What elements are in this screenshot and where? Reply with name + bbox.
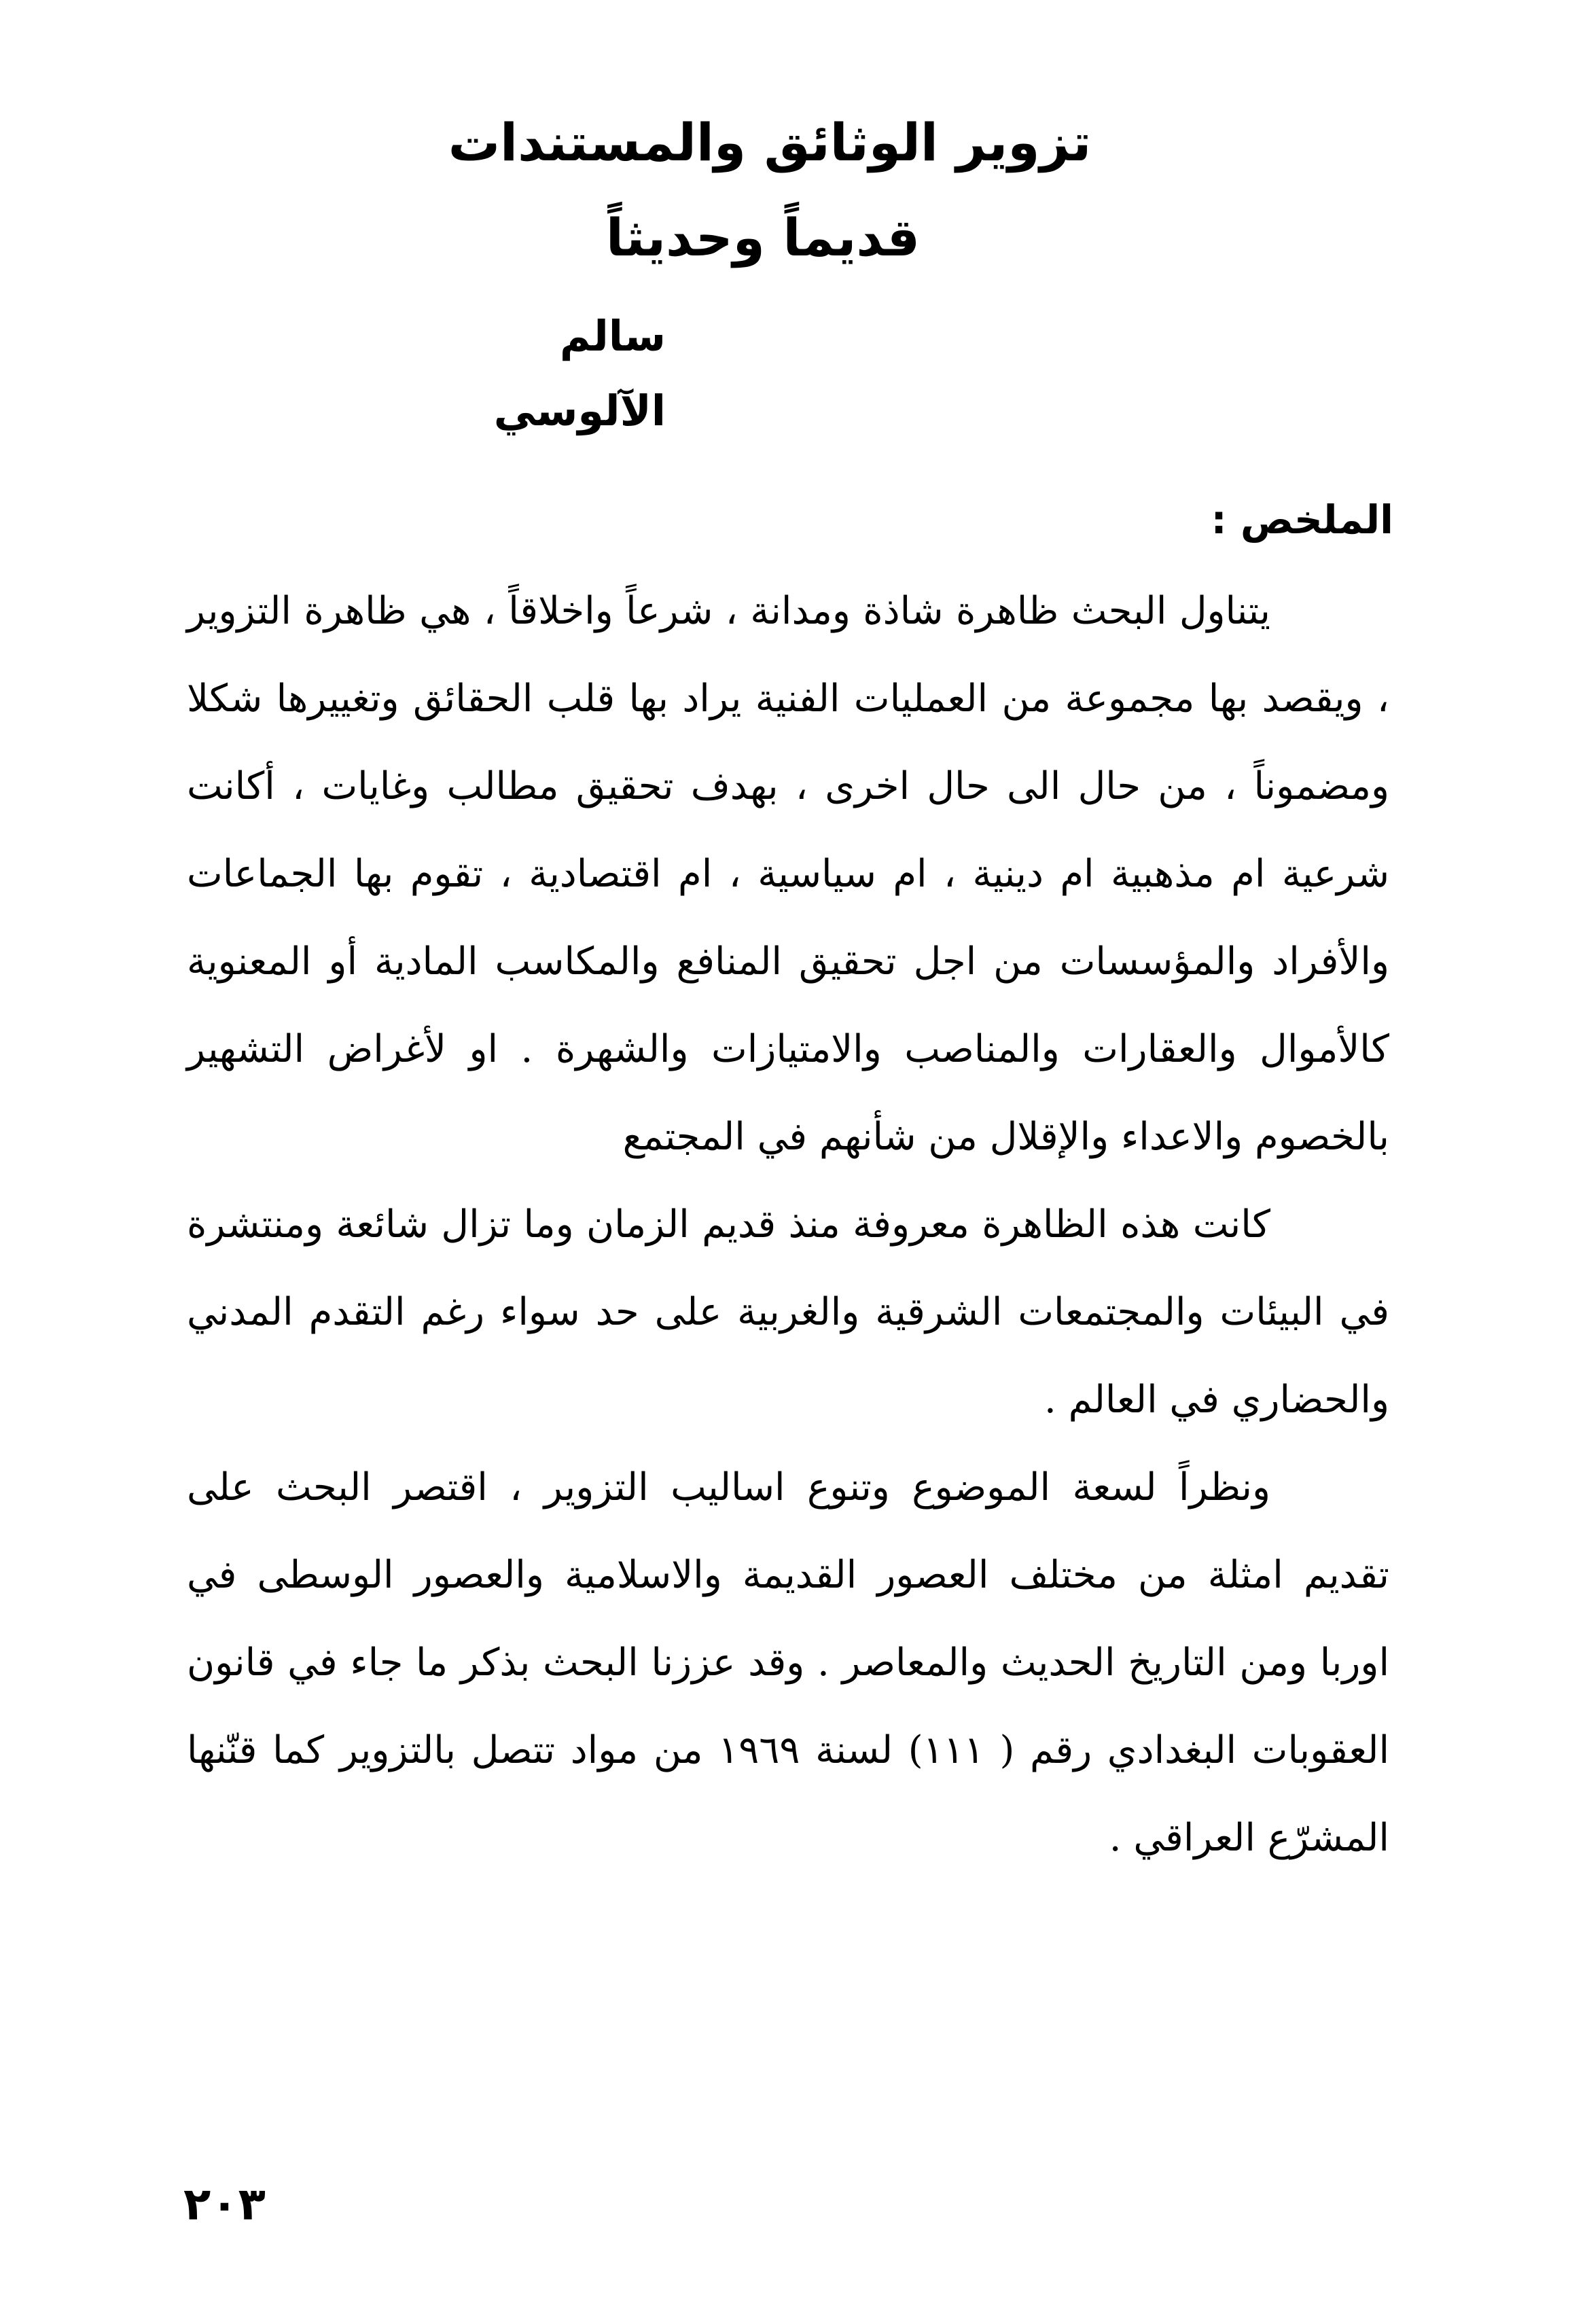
title-line-1: تزوير الوثائق والمستندات [448, 112, 1092, 173]
summary-body [187, 567, 1389, 1882]
summary-heading: الملخص : [1211, 497, 1393, 543]
summary-paragraph-2: كانت هذه الظاهرة معروفة منذ قديم الزمان وما تزال شائعة ومنتشرة في البيئات والمجتمعات الشرقية والغربية على حد سواء رغم التقدم المدني والحضاري في العالم . [187, 1202, 1389, 1422]
title-line-2: قديماً وحديثاً [605, 207, 921, 268]
summary-paragraph-1: يتناول البحث ظاهرة شاذة ومدانة ، شرعاً واخلاقاً ، هي ظاهرة التزوير ، ويقصد بها مجموعة من العمليات الفنية يراد بها قلب الحقائق وتغييرها شكلا ومضموناً ، من حال الى حال اخرى ، بهدف تحقيق مطالب وغايات ، أكانت شرعية ام مذهبية ام دينية ، ام سياسية ، ام اقتصادية ، تقوم بها الجماعات والأفراد والمؤسسات من اجل تحقيق المنافع والمكاسب المادية أو المعنوية كالأموال والعقارات والمناصب والامتيازات والشهرة . او لأغراض التشهير بالخصوم والاعداء والإقلال من شأنهم في المجتمع [187, 589, 1390, 1159]
page-number: ٢٠٣ [183, 2178, 266, 2230]
summary-paragraph-3: ونظراً لسعة الموضوع وتنوع اساليب التزوير ، اقتصر البحث على تقديم امثلة من مختلف العصور القديمة والاسلامية والعصور الوسطى في اوربا ومن التاريخ الحديث والمعاصر . وقد عززنا البحث بذكر ما جاء في قانون العقوبات البغدادي رقم ( ١١١) لسنة ١٩٦٩ من مواد تتصل بالتزوير كما قنّنها المشرّع العراقي . [187, 1465, 1390, 1860]
author-name: سالم الآلوسي [493, 311, 666, 435]
